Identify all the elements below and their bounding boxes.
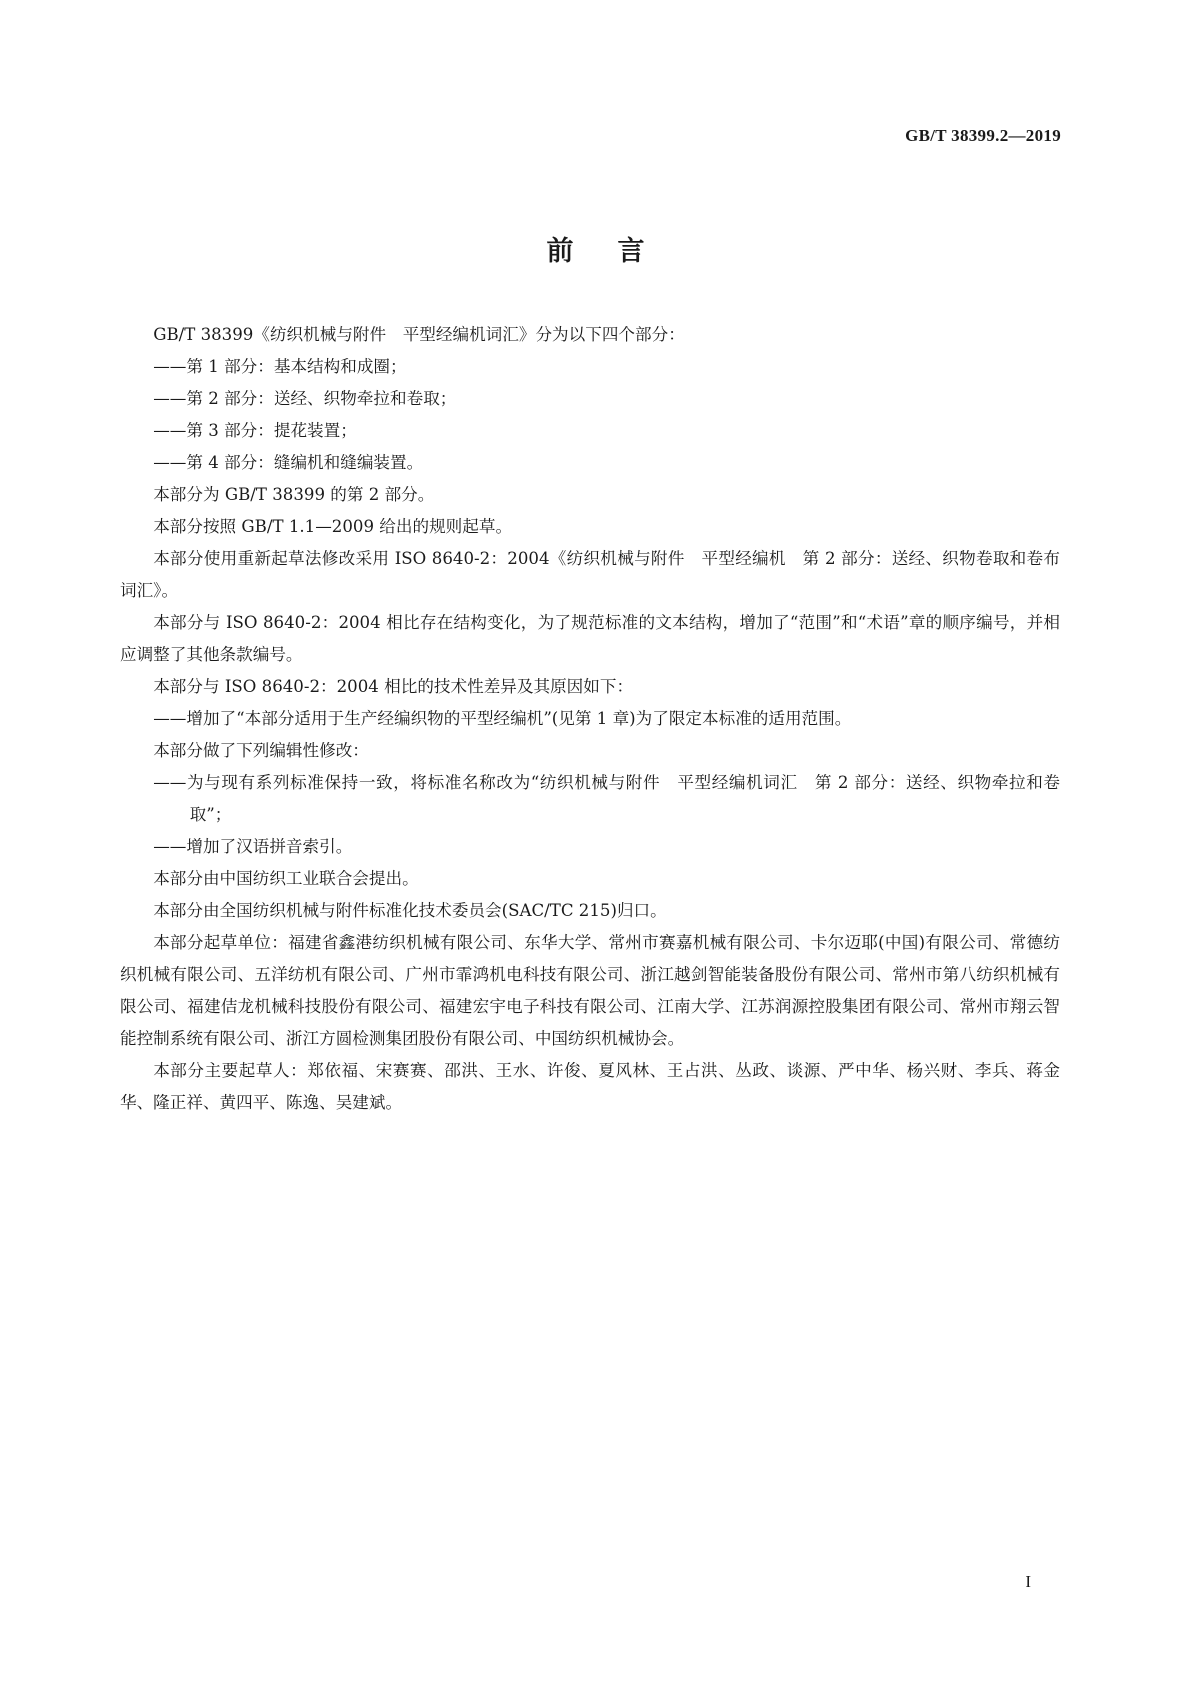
paragraph: 本部分与 ISO 8640-2：2004 相比存在结构变化，为了规范标准的文本结构，增加了“范围”和“术语”章的顺序编号，并相应调整了其他条款编号。 (120, 613, 1060, 664)
list-item: ——为与现有系列标准保持一致，将标准名称改为“纺织机械与附件 平型经编机词汇 第 2 部分：送经、织物牵拉和卷取”； (153, 773, 1060, 824)
list-item: ——第 1 部分：基本结构和成圈； (153, 357, 407, 376)
list-item: ——增加了“本部分适用于生产经编织物的平型经编机”(见第 1 章)为了限定本标准的适用范围。 (153, 709, 852, 728)
page-title: 前言 (546, 236, 689, 267)
paragraph: GB/T 38399《纺织机械与附件 平型经编机词汇》分为以下四个部分： (153, 325, 685, 344)
paragraph: 本部分由全国纺织机械与附件标准化技术委员会(SAC/TC 215)归口。 (153, 901, 667, 920)
foreword-body (120, 319, 1060, 1119)
list-item: ——第 4 部分：缝编机和缝编装置。 (153, 453, 424, 472)
list-item: ——第 2 部分：送经、织物牵拉和卷取； (153, 389, 457, 408)
paragraph: 本部分主要起草人：郑依福、宋赛赛、邵洪、王水、许俊、夏风林、王占洪、丛政、谈源、严中华、杨兴财、李兵、蒋金华、隆正祥、黄四平、陈逸、吴建斌。 (120, 1061, 1060, 1112)
document-code: GB/T 38399.2—2019 (905, 126, 1061, 145)
paragraph: 本部分按照 GB/T 1.1—2009 给出的规则起草。 (153, 517, 513, 536)
paragraph: 本部分为 GB/T 38399 的第 2 部分。 (153, 485, 435, 504)
page-number: I (1025, 1572, 1031, 1591)
list-item: ——第 3 部分：提花装置； (153, 421, 357, 440)
list-item: ——增加了汉语拼音索引。 (153, 837, 353, 856)
paragraph: 本部分与 ISO 8640-2：2004 相比的技术性差异及其原因如下： (153, 677, 634, 696)
paragraph: 本部分由中国纺织工业联合会提出。 (153, 869, 419, 888)
paragraph: 本部分起草单位：福建省鑫港纺织机械有限公司、东华大学、常州市赛嘉机械有限公司、卡尔迈耶(中国)有限公司、常德纺织机械有限公司、五洋纺机有限公司、广州市霏鸿机电科技有限公司、浙江越剑智能装备股份有限公司、常州市第八纺织机械有限公司、福建佶龙机械科技股份有限公司、福建宏宇电子科技有限公司、江南大学、江苏润源控股集团有限公司、常州市翔云智能控制系统有限公司、浙江方圆检测集团股份有限公司、中国纺织机械协会。 (120, 933, 1060, 1048)
paragraph: 本部分使用重新起草法修改采用 ISO 8640-2：2004《纺织机械与附件 平型经编机 第 2 部分：送经、织物卷取和卷布词汇》。 (120, 549, 1060, 600)
paragraph: 本部分做了下列编辑性修改： (153, 741, 369, 760)
